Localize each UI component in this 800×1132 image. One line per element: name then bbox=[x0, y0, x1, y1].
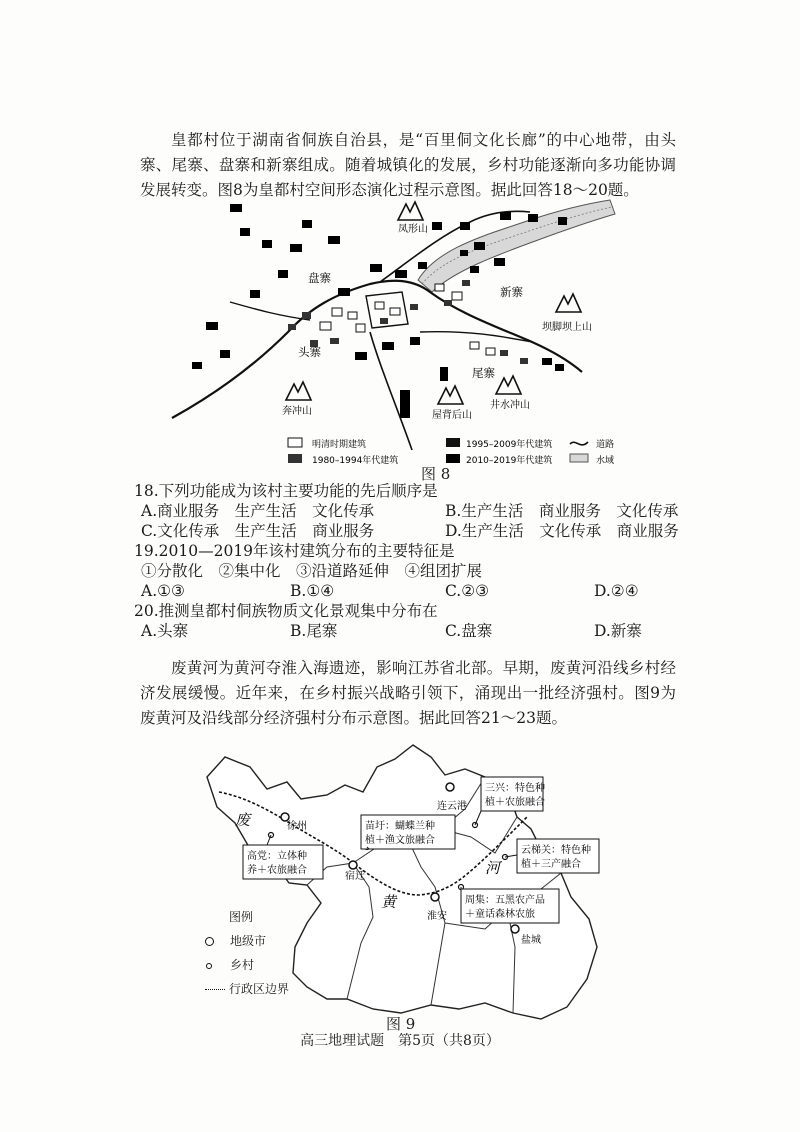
legend-ming-qing: 明清时期建筑 bbox=[312, 440, 367, 450]
figure-9-caption: 图 9 bbox=[386, 1015, 416, 1033]
road-main bbox=[172, 281, 582, 418]
label-wubeihoushan: 屋背后山 bbox=[432, 410, 472, 421]
label-weizhai: 尾寨 bbox=[472, 366, 495, 380]
legend-1980: 1980–1994年代建筑 bbox=[312, 456, 399, 466]
city-lianyungang: 连云港 bbox=[437, 801, 467, 812]
zhouji-line-1: 周集：五黑农产品 bbox=[465, 895, 545, 906]
q18-option-d: D.生产生活 文化传承 商业服务 bbox=[445, 522, 679, 540]
q18-option-b: B.生产生活 商业服务 文化传承 bbox=[445, 502, 679, 520]
q20-option-b: B.尾寨 bbox=[290, 622, 338, 640]
miaoxu-line-2: 植＋渔文旅融合 bbox=[365, 835, 435, 846]
label-bajiaoba: 坝脚坝上山 bbox=[542, 322, 592, 333]
city-suqian: 宿迁 bbox=[345, 871, 365, 882]
legend-1995: 1995–2009年代建筑 bbox=[466, 440, 553, 450]
sanxing-line-2: 植＋农旅融合 bbox=[485, 797, 545, 808]
legend-city-icon bbox=[205, 937, 214, 946]
gaodang-line-1: 高党：立体种 bbox=[247, 851, 307, 862]
city-huaian: 淮安 bbox=[427, 911, 447, 922]
page-footer: 高三地理试题 第5页（共8页） bbox=[300, 1033, 500, 1049]
legend-boundary-icon bbox=[205, 989, 225, 990]
info-box-zhouji bbox=[461, 887, 559, 923]
city-xuzhou: 徐州 bbox=[287, 821, 307, 832]
legend-village: 乡村 bbox=[230, 958, 255, 972]
river-char-he: 河 bbox=[485, 859, 501, 877]
legend-water: 水域 bbox=[596, 456, 615, 466]
legend-road: 道路 bbox=[596, 440, 615, 450]
q19-items: ①分散化 ②集中化 ③沿道路延伸 ④组团扩展 bbox=[141, 562, 483, 580]
label-touzhai: 头寨 bbox=[298, 345, 321, 359]
label-jingshuichongshan: 井水冲山 bbox=[490, 400, 530, 411]
road-west bbox=[230, 302, 310, 320]
city-yancheng: 盐城 bbox=[521, 935, 541, 946]
legend-city: 地级市 bbox=[230, 934, 267, 948]
legend-city-row bbox=[205, 929, 289, 953]
label-fengxingshan: 凤形山 bbox=[398, 224, 428, 235]
miaoxu-line-1: 苗圩：蝴蝶兰种 bbox=[365, 821, 435, 832]
gaodang-line-2: 养＋农旅融合 bbox=[247, 865, 307, 876]
yuntiguan-line-1: 云梯关：特色种 bbox=[521, 845, 591, 856]
label-xinzhai: 新寨 bbox=[500, 285, 523, 299]
q20-option-c: C.盘寨 bbox=[445, 622, 493, 640]
passage-1: 皇都村位于湖南省侗族自治县，是“百里侗文化长廊”的中心地带，由头寨、尾寨、盘寨和新寨组成。随着城镇化的发展，乡村功能逐渐向多功能协调发展转变。图8为皇都村空间形态演化过程示意图。据此回答18～20题。 bbox=[140, 131, 676, 199]
fig8-legend bbox=[288, 438, 614, 466]
q19-option-d: D.②④ bbox=[594, 582, 639, 600]
q20-option-a: A.头寨 bbox=[141, 622, 189, 640]
legend-boundary-row bbox=[205, 977, 289, 1001]
legend-2010: 2010–2019年代建筑 bbox=[466, 456, 553, 466]
legend-title: 图例 bbox=[229, 910, 254, 924]
passage-2: 废黄河为黄河夺淮入海遗迹，影响江苏省北部。早期，废黄河沿线乡村经济发展缓慢。近年来，在乡村振兴战略引领下，涌现出一批经济强村。图9为废黄河及沿线部分经济强村分布示意图。据此回答21～23题。 bbox=[140, 659, 676, 727]
figure-8-caption: 图 8 bbox=[421, 465, 451, 483]
info-box-miaoxu bbox=[361, 815, 455, 849]
q20-option-d: D.新寨 bbox=[594, 622, 642, 640]
fig9-legend bbox=[205, 905, 289, 1001]
q19-option-b: B.①④ bbox=[290, 582, 335, 600]
legend-boundary: 行政区边界 bbox=[229, 982, 290, 996]
river-water bbox=[418, 200, 615, 292]
river-char-fei: 废 bbox=[235, 811, 251, 829]
legend-village-row bbox=[205, 953, 289, 977]
q18-option-a: A.商业服务 生产生活 文化传承 bbox=[141, 502, 375, 520]
q18-stem: 18.下列功能成为该村主要功能的先后顺序是 bbox=[134, 482, 438, 500]
yuntiguan-line-2: 植＋三产融合 bbox=[521, 859, 581, 870]
river-char-huang: 黄 bbox=[381, 893, 397, 911]
sanxing-line-1: 三兴：特色种 bbox=[485, 783, 545, 794]
q19-option-c: C.②③ bbox=[445, 582, 490, 600]
legend-village-icon bbox=[206, 963, 212, 969]
q19-stem: 19.2010—2019年该村建筑分布的主要特征是 bbox=[134, 542, 455, 560]
info-box-yuntiguan bbox=[505, 839, 599, 873]
q19-option-a: A.①③ bbox=[141, 582, 185, 600]
label-panzhai: 盘寨 bbox=[308, 271, 331, 285]
road-east bbox=[420, 332, 532, 342]
label-benchongshan: 奔冲山 bbox=[282, 406, 312, 417]
zhouji-line-2: ＋童话森林农旅 bbox=[465, 909, 535, 920]
figure-8-map bbox=[170, 192, 620, 467]
q18-option-c: C.文化传承 生产生活 商业服务 bbox=[141, 522, 375, 540]
q20-stem: 20.推测皇都村侗族物质文化景观集中分布在 bbox=[134, 602, 438, 620]
